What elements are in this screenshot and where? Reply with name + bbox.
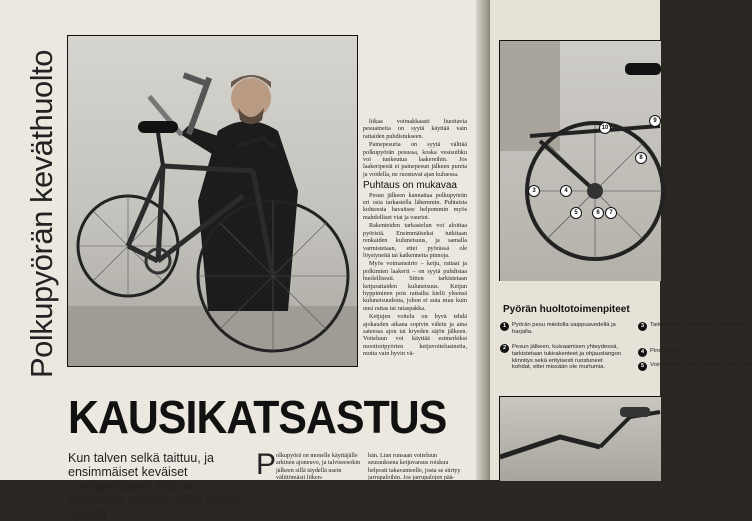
step-number: 3 xyxy=(638,322,647,331)
callout-marker: 4 xyxy=(560,185,572,197)
step-text: Tarkistetaan pintakovien rengaspaine xyxy=(650,322,748,328)
callout-marker: 7 xyxy=(605,207,617,219)
step-number: 2 xyxy=(500,344,509,353)
headline: KAUSIKATSASTUS xyxy=(68,391,447,443)
step-number: 1 xyxy=(500,322,509,331)
maintenance-title: Pyörän huoltotoimenpiteet xyxy=(503,304,630,315)
paragraph: Rakenteiden tarkastelun voi aloittaa pyöristä. Ensimmäiseksi tutkitaan renkaiden kuluneisuus, ja samalla varmistetaan, ettei pyörässä ole löystyneitä tai katkenneita pinnoja. xyxy=(363,222,467,259)
paragraph: Myös voimansiirto – ketju, rattaat ja polkimien laakerit – on syytä puhdistaa huolellisesti. Sitten tarkistetaan ketjurattaiden kuluneisuus. Ketjun hyppiminen pois rattailta kielii yleensä kuluneisuudesta, johon ei auta muu kuin uusi rattas tai rataspakka. xyxy=(363,260,467,312)
vertical-title: Polkupyörän keväthuolto xyxy=(24,49,59,378)
step-text: Pyörän pesu miedolla saippuavedellä ja harjalla. xyxy=(512,322,616,335)
step-number: 4 xyxy=(638,348,647,357)
body-column-1: olkupyörä on monelle käyttäjälle arkinen ajoneuvo, ja talviseesokin jälkeen sillä täydellä usein välittömästi liiken- xyxy=(276,452,361,482)
callout-marker: 3 xyxy=(528,185,540,197)
step-text: Pesun jälkeen, kuivaamisen yhteydessä, tarkistetaan tukirakenteet ja ohjaustangon kiinnitys sekä erityisesti ruostuneet kohdat, ettei missään ole murtumia. xyxy=(512,344,622,371)
handlebar-illustration xyxy=(500,397,661,481)
article-column xyxy=(363,118,467,359)
callout-marker: 9 xyxy=(649,115,661,127)
callout-marker: 6 xyxy=(592,207,604,219)
step-text: Pinnojen tar xyxy=(650,348,682,354)
body-column-2: hän. Lian runsaan voiteluun seurauksena ketjuvaraus roiskuu helposti takavanteelle, josta se siirtyy jarrupaloihin. Jos jarrupalojen pää- xyxy=(368,452,461,482)
step-text: Voimansiirro rattaat) tarkk ( Myös ajoke xyxy=(650,362,752,368)
paragraph: Painepesuria on syytä välttää polkupyörän pesussa, koska vesisuihku voi tunkeutua laakereihin. Jos laakeripesiä ei painepesun jälkeen pureta ja voidella, ne ruostuvat ajan kuluessa. xyxy=(363,141,467,178)
callout-marker: 5 xyxy=(570,207,582,219)
handlebar-detail-photo xyxy=(499,396,661,481)
paragraph: Pesun jälkeen kannattaa polkupyörän eri osia tarkastella lähemmin. Puhtaista kohteesta havaitsee helpommin myös mahdolliset viat ja vauriot. xyxy=(363,191,467,221)
step-number: 5 xyxy=(638,362,647,371)
mechanic-with-bike-illustration xyxy=(68,36,357,366)
callout-marker: 8 xyxy=(635,152,647,164)
callout-marker: 10 xyxy=(599,122,611,134)
intro-text: Kun talven selkä taittuu, ja ensimmäiset keväiset auringonsäteet alkavat lämmittää, mieleen hiipii ajatus syvistä xyxy=(68,451,239,521)
cover-photo xyxy=(67,35,358,367)
section-heading: Puhtaus on mukavaa xyxy=(363,180,457,192)
paragraph: Ketjujen voitelu on hyvä tehdä ajokauden aikana sopivin välein ja aina sateessa ajon tai kryeden säjön jälkeen. Voiteluun voi käyttää esimerkiksi moottoripyörien ketjuvoiteluainetta, mutta vain hyvin vä- xyxy=(363,313,467,358)
drop-cap: P xyxy=(256,448,277,481)
paragraph: liikaa voimakkaasti liuottavia pesuaineita on syytä käyttää vain rattaiden puhdistukseen. xyxy=(363,118,467,140)
